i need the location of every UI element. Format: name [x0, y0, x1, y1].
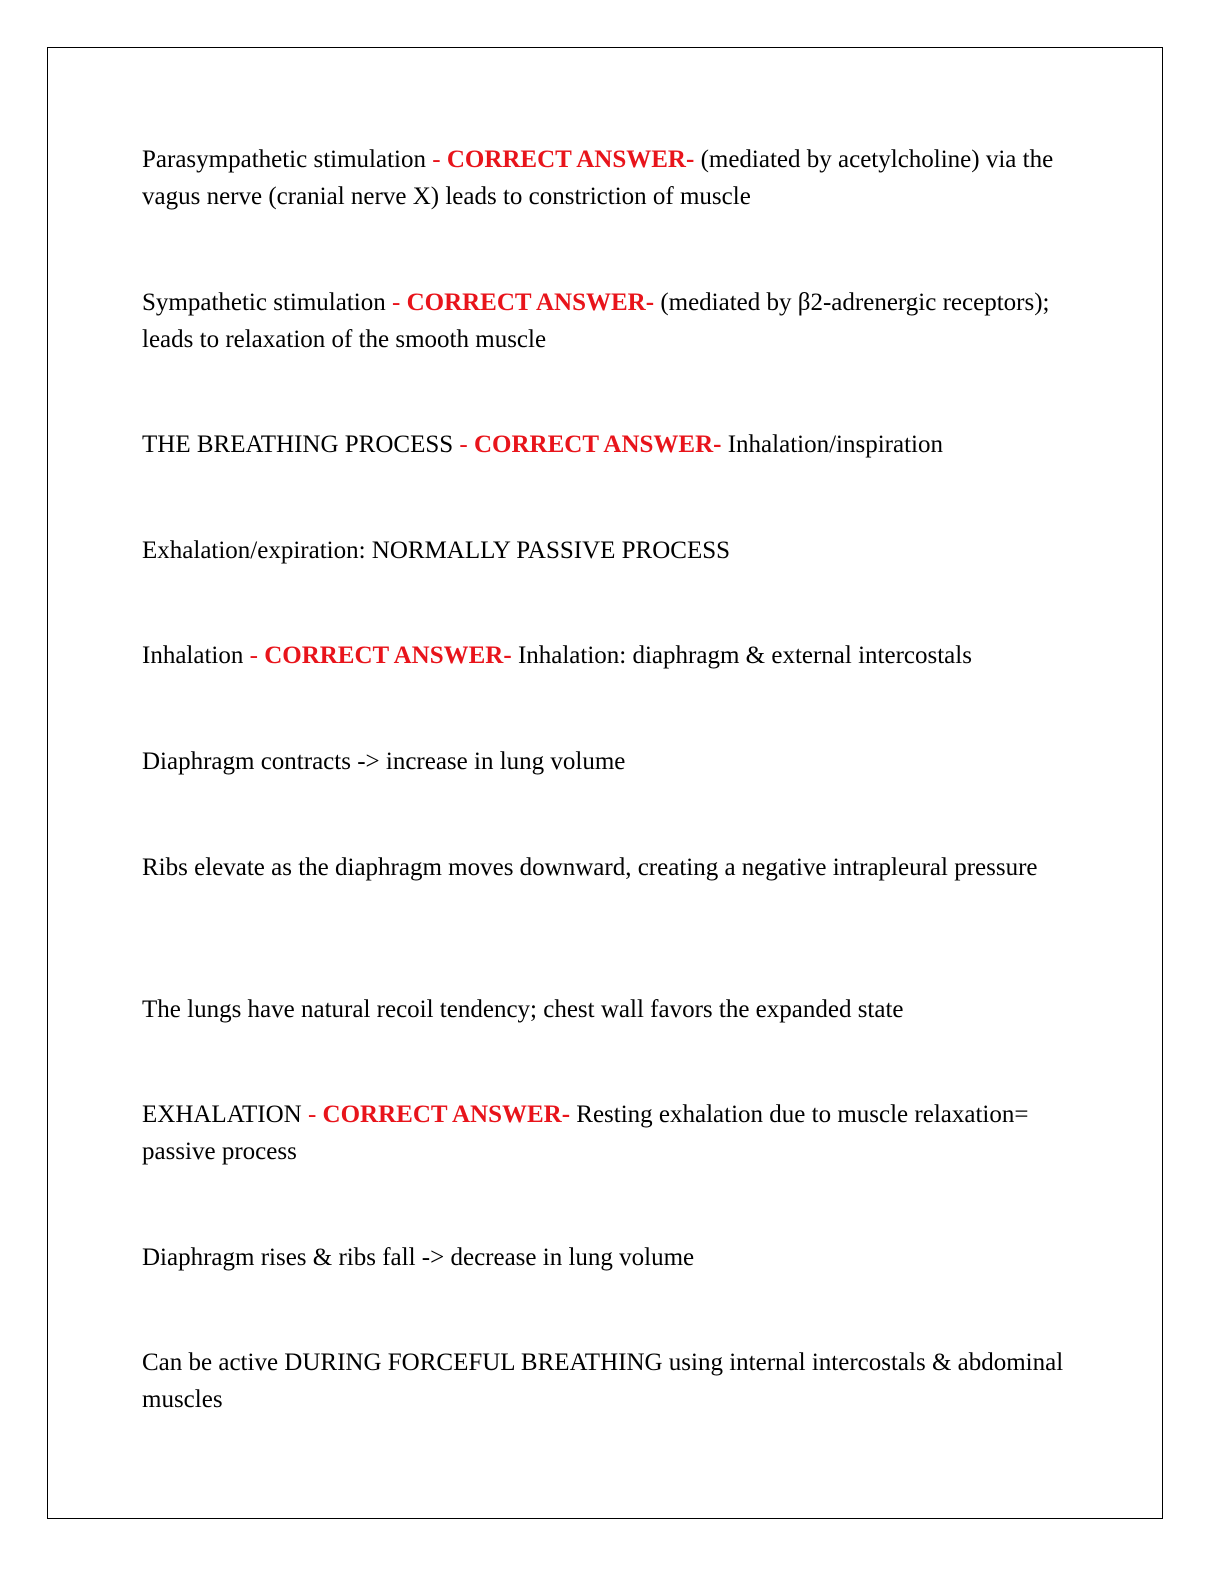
page-border — [47, 47, 1163, 1519]
correct-answer-label: CORRECT ANSWER- — [264, 642, 512, 669]
text-entry-diaphragm-rises: Diaphragm rises & ribs fall -> decrease in lung volume — [142, 1244, 695, 1271]
entry-term: Parasympathetic stimulation — [142, 146, 426, 173]
answer-marker — [302, 1101, 570, 1128]
correct-answer-label: CORRECT ANSWER- — [406, 289, 655, 316]
qa-entry-sympathetic — [142, 284, 1102, 358]
entry-answer: Inhalation: diaphragm & external intercostals — [511, 642, 972, 669]
correct-answer-label: CORRECT ANSWER- — [473, 431, 722, 458]
answer-marker — [386, 289, 654, 316]
entry-term: Inhalation — [142, 642, 244, 669]
correct-answer-label: CORRECT ANSWER- — [322, 1101, 571, 1128]
answer-separator: - — [453, 431, 474, 458]
text-entry-ribs-elevate: Ribs elevate as the diaphragm moves downward, creating a negative intrapleural pressure — [142, 854, 1038, 881]
answer-separator: - — [425, 146, 447, 173]
entry-answer: (mediated by β2-adrenergic receptors); leads to relaxation of the smooth muscle — [142, 289, 1050, 353]
entry-term: EXHALATION — [142, 1101, 302, 1128]
answer-marker — [243, 642, 511, 669]
entry-answer: Resting exhalation due to muscle relaxation= passive process — [142, 1101, 1029, 1165]
qa-entry-exhalation — [142, 1096, 1102, 1170]
answer-marker — [453, 431, 721, 458]
text-entry-active-forceful: Can be active DURING FORCEFUL BREATHING using internal intercostals & abdominal muscles — [142, 1349, 1064, 1413]
answer-separator: - — [301, 1101, 323, 1128]
text-entry-exhalation-passive: Exhalation/expiration: NORMALLY PASSIVE PROCESS — [142, 537, 731, 564]
entry-answer: Inhalation/inspiration — [721, 431, 943, 458]
entry-term: THE BREATHING PROCESS — [142, 431, 454, 458]
entry-term: Sympathetic stimulation — [142, 289, 386, 316]
qa-entry-parasympathetic — [142, 141, 1102, 215]
correct-answer-label: CORRECT ANSWER- — [446, 146, 695, 173]
text-entry-lungs-recoil: The lungs have natural recoil tendency; chest wall favors the expanded state — [142, 996, 904, 1023]
answer-separator: - — [385, 289, 407, 316]
text-entry-diaphragm-contracts: Diaphragm contracts -> increase in lung volume — [142, 748, 626, 775]
entry-answer: (mediated by acetylcholine) via the vagus nerve (cranial nerve X) leads to constriction of muscle — [142, 146, 1054, 210]
qa-entry-inhalation — [142, 637, 1102, 674]
answer-separator: - — [243, 642, 265, 669]
answer-marker — [426, 146, 694, 173]
qa-entry-breathing-process — [142, 426, 1102, 463]
